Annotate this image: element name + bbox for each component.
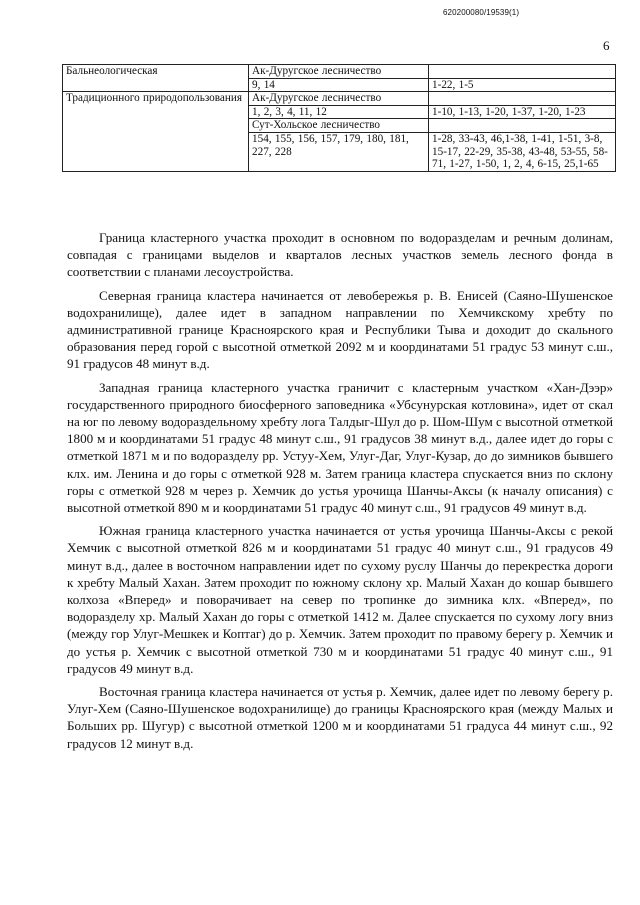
table-row [63,78,616,92]
plots-cell: 1-10, 1-13, 1-20, 1-37, 1-20, 1-23 [429,105,616,119]
plots-cell [429,119,616,133]
forestry-cell: Ак-Дуругское лесничество [249,65,429,79]
forest-zones-table [62,64,616,172]
plots-cell [429,65,616,79]
plots-cell [429,92,616,106]
table-row [63,65,616,79]
zone-cell: Традиционного природопользования [63,92,249,119]
document-id: 620200080/19539(1) [443,8,520,17]
zone-cell [63,78,249,92]
paragraph-east-border: Восточная граница кластера начинается от устья р. Хемчик, далее идет по левому берегу р. Улуг-Хем (Саяно-Шушенское водохранилище) до границы Красноярского края (между Малых и Больших рр. Шугур) с высотной отметкой 1200 м и координатами 51 градуса 44 минут с.ш., 92 градусов 12 минут в.д. [67,684,613,751]
forestry-cell: Сут-Хольское лесничество [249,119,429,133]
plots-cell: 1-28, 33-43, 46,1-38, 1-41, 1-51, 3-8, 15-17, 22-29, 35-38, 43-48, 53-55, 58-71, 1-27, 1-50, 1, 2, 4, 6-15, 25,1-65 [429,132,616,171]
table-row [63,132,616,171]
table-row [63,119,616,133]
forestry-cell: 1, 2, 3, 4, 11, 12 [249,105,429,119]
plots-cell: 1-22, 1-5 [429,78,616,92]
table-row [63,92,616,106]
forestry-cell: 154, 155, 156, 157, 179, 180, 181, 227, 228 [249,132,429,171]
zone-cell [63,119,249,133]
paragraph-south-border: Южная граница кластерного участка начинается от устья урочища Шанчы-Аксы с рекой Хемчик с высотной отметкой 826 м и координатами 51 градус 40 минут с.ш., 91 градусов 49 минут в.д., далее в восточном направлении идет по сухому руслу Шанчы до перекрестка дороги к хребту Малый Хахан. Затем проходит по южному склону хр. Малый Хахан до кошар бывшего колхоза «Вперед» и поворачивает на север по тропинке до зимника клх. «Вперед», по водоразделу хр. Малый Хахан до горы с отметкой 1412 м. Далее спускается по сухому логу вниз (между гор Улуг-Мешкек и Коптаг) до р. Хемчик. Затем проходит по правому берегу р. Хемчик и до устья р. Хемчик с высотной отметкой 730 м и координатами 51 градус 40 минут с.ш., 91 градусов 49 минут в.д. [67,523,613,676]
forestry-cell: 9, 14 [249,78,429,92]
paragraph-north-border: Северная граница кластера начинается от левобережья р. В. Енисей (Саяно-Шушенское водохранилище), далее идет в западном направлении по Хемчикскому хребту по административной границе Красноярского края и Республики Тыва и доходит до скального образования перед горой с высотной отметкой 2092 м и координатами 51 градус 53 минут с.ш., 91 градусов 48 минут в.д. [67,287,613,372]
page-number: 6 [603,38,610,53]
zone-cell: Бальнеологическая [63,65,249,79]
forestry-cell: Ак-Дуругское лесничество [249,92,429,106]
boundary-description [67,229,613,758]
paragraph-intro: Граница кластерного участка проходит в основном по водоразделам и речным долинам, совпадая с границами выделов и кварталов лесных участков земель лесного фонда в соответствии с планами лесоустройства. [67,230,613,280]
paragraph-west-border: Западная граница кластерного участка граничит с кластерным участком «Хан-Дээр» государственного природного биосферного заповедника «Убсунурская котловина», идет от скал на юг по левому водораздельному хребту лога Талдыг-Шул до р. Шом-Шум с высотной отметкой 1800 м и координатами 51 градус 48 минут с.ш., 91 градусов 38 минут в.д., далее идет до горы с отметкой 1871 м и по водоразделу рр. Устуу-Хем, Улуг-Даг, Улуг-Кузар, до до зимников бывшего клх. им. Ленина и до горы с отметкой 928 м. Затем граница кластера спускается вниз по склону горы с отметкой 928 м через р. Хемчик до устья урочища Шанчы-Аксы (к началу описания) с высотной отметкой 890 м и координатами 51 градус 40 минут с.ш., 91 градусов 49 минут в.д. [67,379,613,516]
zone-cell [63,132,249,171]
